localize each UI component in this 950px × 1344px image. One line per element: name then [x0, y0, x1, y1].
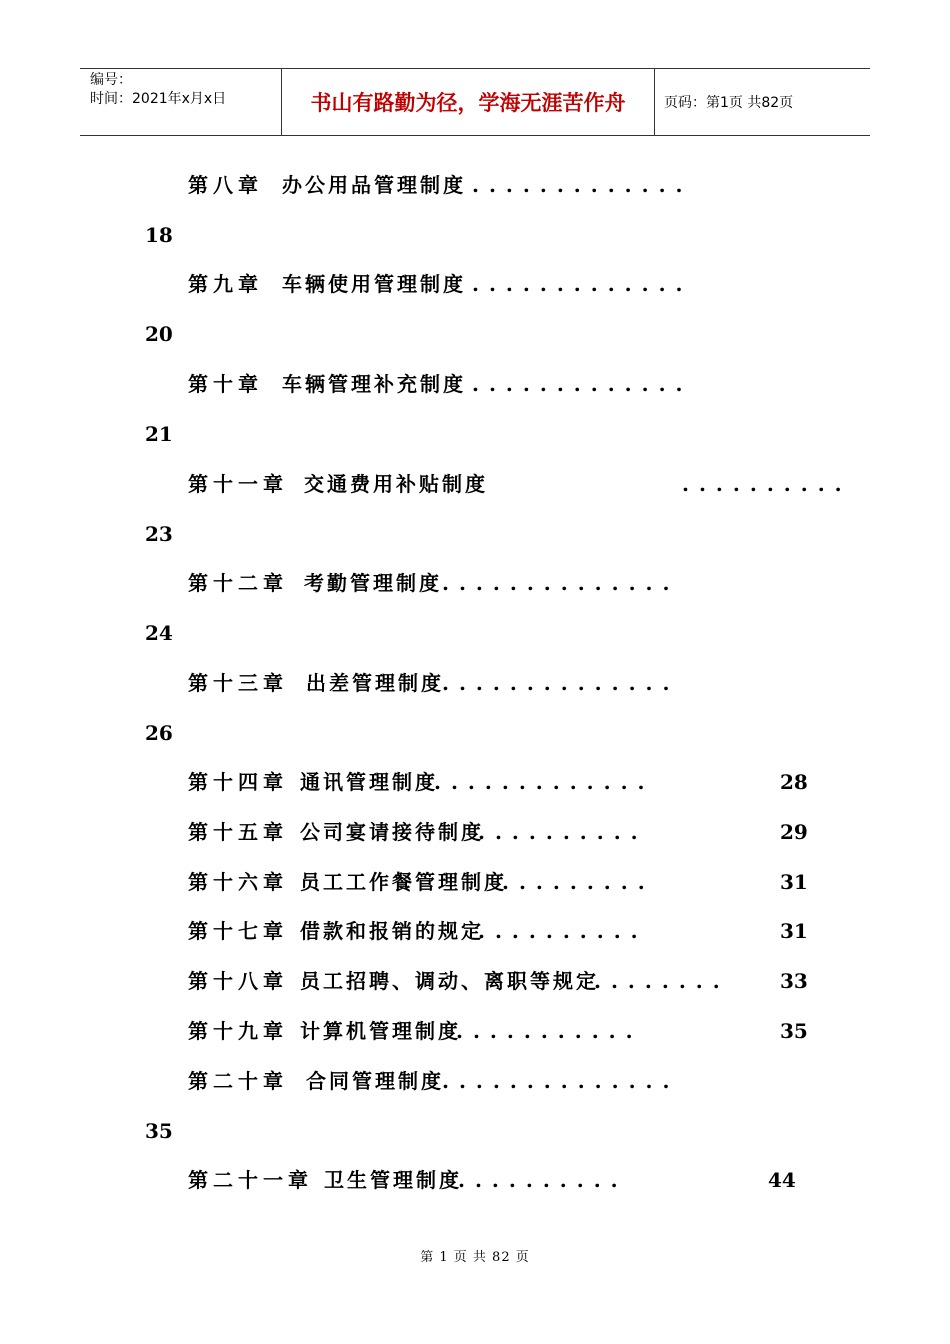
time-label: 时间：2021年x月x日	[90, 91, 227, 107]
toc-chapter: 第十四章	[188, 770, 288, 794]
header-meta-cell	[80, 69, 282, 135]
toc-chapter: 第二十章	[188, 1069, 288, 1093]
toc-page-number: 35	[145, 1119, 173, 1143]
toc-chapter: 第十三章	[188, 671, 288, 695]
toc-chapter: 第八章	[188, 173, 263, 197]
toc-title: 出差管理制度	[306, 671, 444, 695]
toc-dots: .............	[472, 272, 693, 296]
toc-page-number: 24	[145, 621, 173, 645]
toc-title: 员工工作餐管理制度	[300, 870, 507, 894]
toc-chapter: 第十七章	[188, 919, 288, 943]
toc-title: 借款和报销的规定	[300, 919, 484, 943]
toc-title: 公司宴请接待制度	[300, 820, 484, 844]
toc-page-number: 35	[780, 1019, 808, 1043]
toc-page-number: 33	[780, 969, 808, 993]
toc-dots: ..............	[442, 571, 680, 595]
toc-dots: ..............	[442, 1069, 680, 1093]
toc-page-number: 18	[145, 223, 173, 247]
toc-page-number: 31	[780, 870, 808, 894]
toc-chapter: 第十八章	[188, 969, 288, 993]
toc-title: 通讯管理制度	[300, 770, 438, 794]
toc-dots: ..............	[442, 671, 680, 695]
toc-title: 办公用品管理制度	[282, 173, 466, 197]
toc-title: 卫生管理制度	[324, 1168, 462, 1192]
header-motto: 书山有路勤为径，学海无涯苦作舟	[282, 69, 655, 135]
toc-page-number: 21	[145, 422, 173, 446]
toc-title: 合同管理制度	[306, 1069, 444, 1093]
toc-title: 车辆管理补充制度	[282, 372, 466, 396]
header-page-info: 页码：第1页 共82页	[664, 95, 794, 111]
toc-page-number: 23	[145, 522, 173, 546]
toc-chapter: 第九章	[188, 272, 263, 296]
toc-title: 员工招聘、调动、离职等规定	[300, 969, 599, 993]
toc-dots: ..........	[478, 919, 648, 943]
toc-dots: ...........	[456, 1019, 643, 1043]
toc-dots: ..........	[478, 820, 648, 844]
toc-chapter: 第十二章	[188, 571, 288, 595]
page-footer: 第 1 页 共 82 页	[420, 1250, 530, 1265]
toc-page-number: 44	[768, 1168, 796, 1192]
page-header	[80, 68, 870, 136]
toc-page-number: 31	[780, 919, 808, 943]
toc-dots: .........	[502, 870, 655, 894]
toc-page-number: 28	[780, 770, 808, 794]
toc-page-number: 20	[145, 322, 173, 346]
toc-dots: ..........	[682, 472, 852, 496]
toc-chapter: 第二十一章	[188, 1168, 313, 1192]
toc-chapter: 第十五章	[188, 820, 288, 844]
toc-title: 计算机管理制度	[300, 1019, 461, 1043]
number-label: 编号：	[90, 72, 132, 88]
toc-chapter: 第十六章	[188, 870, 288, 894]
toc-dots: ..........	[458, 1168, 628, 1192]
toc-title: 交通费用补贴制度	[304, 472, 488, 496]
toc-dots: .............	[472, 173, 693, 197]
toc-dots: .............	[434, 770, 655, 794]
toc-chapter: 第十一章	[188, 472, 288, 496]
toc-dots: ........	[594, 969, 730, 993]
toc-chapter: 第十九章	[188, 1019, 288, 1043]
toc-dots: .............	[472, 372, 693, 396]
toc-title: 考勤管理制度	[304, 571, 442, 595]
toc-page-number: 26	[145, 721, 173, 745]
toc-title: 车辆使用管理制度	[282, 272, 466, 296]
toc-page-number: 29	[780, 820, 808, 844]
toc-chapter: 第十章	[188, 372, 263, 396]
